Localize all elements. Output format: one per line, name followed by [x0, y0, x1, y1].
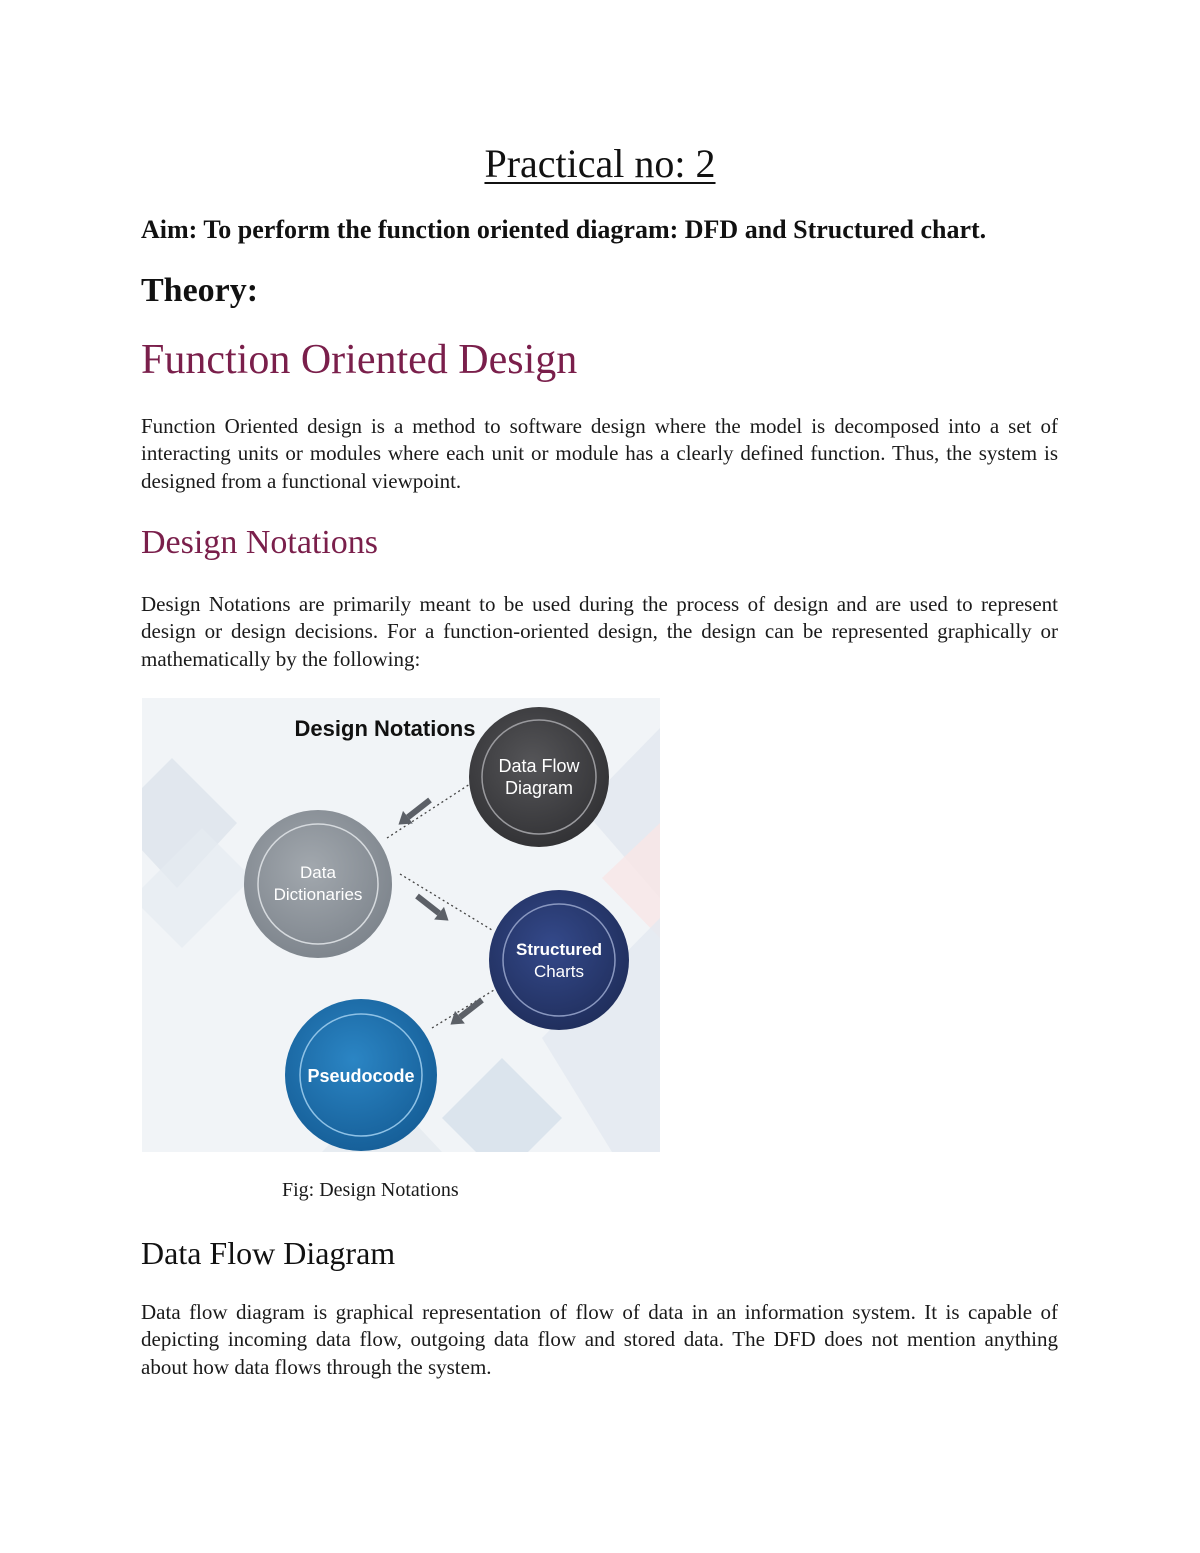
- data-flow-diagram-heading: Data Flow Diagram: [141, 1235, 396, 1271]
- design-notations-paragraph: Design Notations are primarily meant to be used during the process of design and are used to represent design or design decisions. For a function-oriented design, the design can be represented graphically or mathematically by the following:: [141, 592, 1058, 671]
- data-flow-diagram-node: [469, 707, 609, 847]
- page-title: [0, 140, 1200, 188]
- design-notations-diagram: [142, 698, 660, 1152]
- structured-charts-label-line1: Structured: [516, 940, 602, 959]
- data-flow-diagram-paragraph: Data flow diagram is graphical representation of flow of data in an information system. It is capable of depicting incoming data flow, outgoing data flow and stored data. The DFD does not mention anything about how data flows through the system.: [141, 1300, 1058, 1379]
- function-oriented-design-paragraph: Function Oriented design is a method to software design where the model is decomposed into a set of interacting units or modules where each unit or module has a clearly defined function. Thus, the system is designed from a functional viewpoint.: [141, 414, 1058, 493]
- data-dictionaries-label-line2: Dictionaries: [273, 885, 363, 904]
- data-dictionaries-node: [244, 810, 392, 958]
- design-notations-figure: [142, 698, 660, 1152]
- pseudocode-label: Pseudocode: [307, 1066, 415, 1086]
- structured-charts-node: [489, 890, 629, 1030]
- page-title-text: Practical no: 2: [484, 141, 716, 186]
- diagram-title: Design Notations: [294, 716, 476, 741]
- design-notations-heading: Design Notations: [141, 524, 379, 561]
- aim-statement: Aim: To perform the function oriented diagram: DFD and Structured chart.: [141, 215, 987, 244]
- pseudocode-node: [285, 999, 437, 1151]
- structured-charts-label-line2: Charts: [533, 962, 585, 981]
- data-flow-label-line1: Data Flow: [498, 756, 580, 776]
- function-oriented-design-heading: Function Oriented Design: [141, 337, 578, 383]
- data-dictionaries-label-line1: Data: [300, 863, 336, 882]
- figure-caption: Fig: Design Notations: [282, 1179, 459, 1201]
- data-flow-label-line2: Diagram: [504, 778, 574, 798]
- theory-heading: Theory:: [141, 272, 259, 309]
